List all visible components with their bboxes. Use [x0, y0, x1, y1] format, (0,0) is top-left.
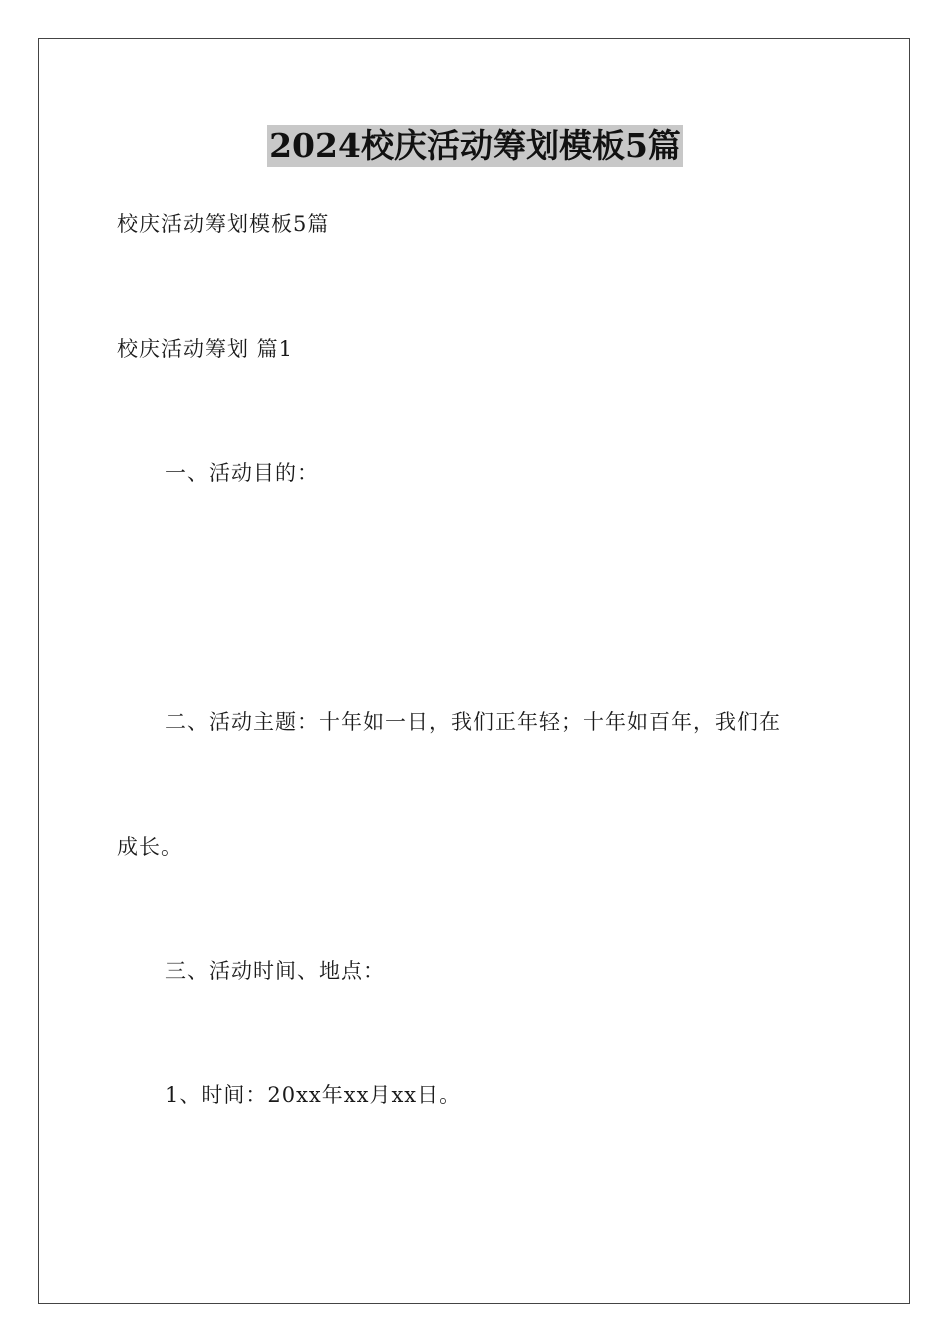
document-title: 2024校庆活动筹划模板5篇 — [269, 126, 681, 165]
time-place-label: 三、活动时间、地点： — [165, 959, 385, 983]
document-subtitle: 校庆活动筹划模板5篇 — [117, 212, 330, 236]
title-container — [0, 125, 950, 167]
theme-line-2: 成长。 — [117, 835, 183, 859]
section-heading: 校庆活动筹划 篇1 — [117, 337, 294, 361]
purpose-label: 一、活动目的： — [165, 461, 319, 485]
time-detail: 1、时间：20xx年xx月xx日。 — [165, 1083, 462, 1107]
theme-line-1: 二、活动主题：十年如一日，我们正年轻；十年如百年，我们在 — [165, 710, 781, 734]
